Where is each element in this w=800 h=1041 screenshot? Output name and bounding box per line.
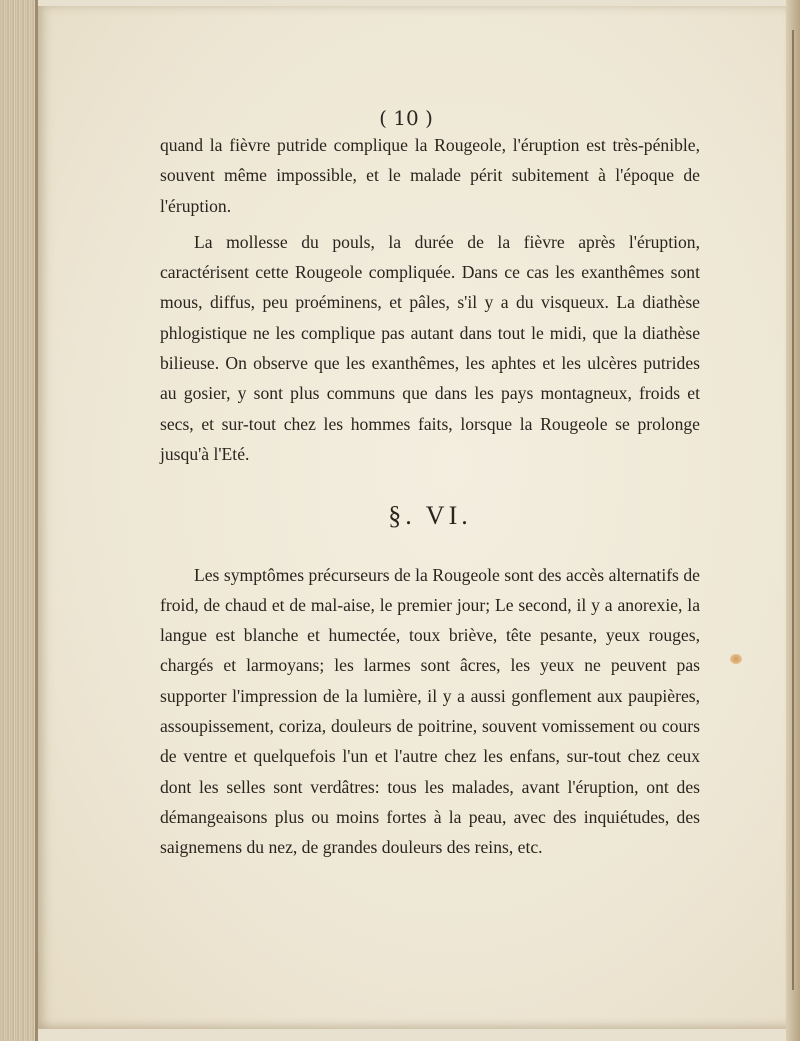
paragraph-3: Les symptômes précurseurs de la Rougeole sont des accès alternatifs de froid, de chaud et de mal-aise, le premier jour; Le second, il y a anorexie, la langue est blanche et humectée, toux briève, tête pesante, yeux rouges, chargés et larmoyans; les larmes sont âcres, les yeux ne peuvent pas supporter l'impression de la lumière, il y a aussi gonflement aux paupières, assoupissement, coriza, douleurs de poitrine, souvent vomissement ou cours de ventre et quelquefois l'un et l'autre chez les enfans, sur-tout chez ceux dont les selles sont verdâtres: tous les malades, avant l'éruption, ont des démangeaisons plus ou moins fortes à la peau, avec des inquiétudes, des saignemens du nez, de grandes douleurs des reins, etc. bbox=[160, 564, 700, 858]
body-text bbox=[160, 130, 700, 869]
paragraph-1: quand la fièvre putride complique la Rougeole, l'éruption est très-pénible, souvent même impossible, et le malade périt subitement à l'époque de l'éruption. bbox=[160, 135, 700, 216]
page-number: ( 10 ) bbox=[379, 106, 433, 130]
book-page-edges bbox=[0, 0, 38, 1041]
paragraph-2: La mollesse du pouls, la durée de la fièvre après l'éruption, caractérisent cette Rougeole compliquée. Dans ce cas les exanthêmes sont mous, diffus, peu proéminens, et pâles, s'il y a du visqueux. La diathèse phlogistique ne les complique pas autant dans tout le midi, que la diathèse bilieuse. On observe que les exanthêmes, les aphtes et les ulcères putrides au gosier, y sont plus communs que dans les pays montagneux, froids et secs, et sur-tout chez les hommes faits, lorsque la Rougeole se prolonge jusqu'à l'Eté. bbox=[160, 231, 700, 464]
paper-stain bbox=[730, 654, 742, 664]
page-right-edge bbox=[786, 0, 800, 1041]
section-heading: §. VI. bbox=[388, 501, 472, 531]
